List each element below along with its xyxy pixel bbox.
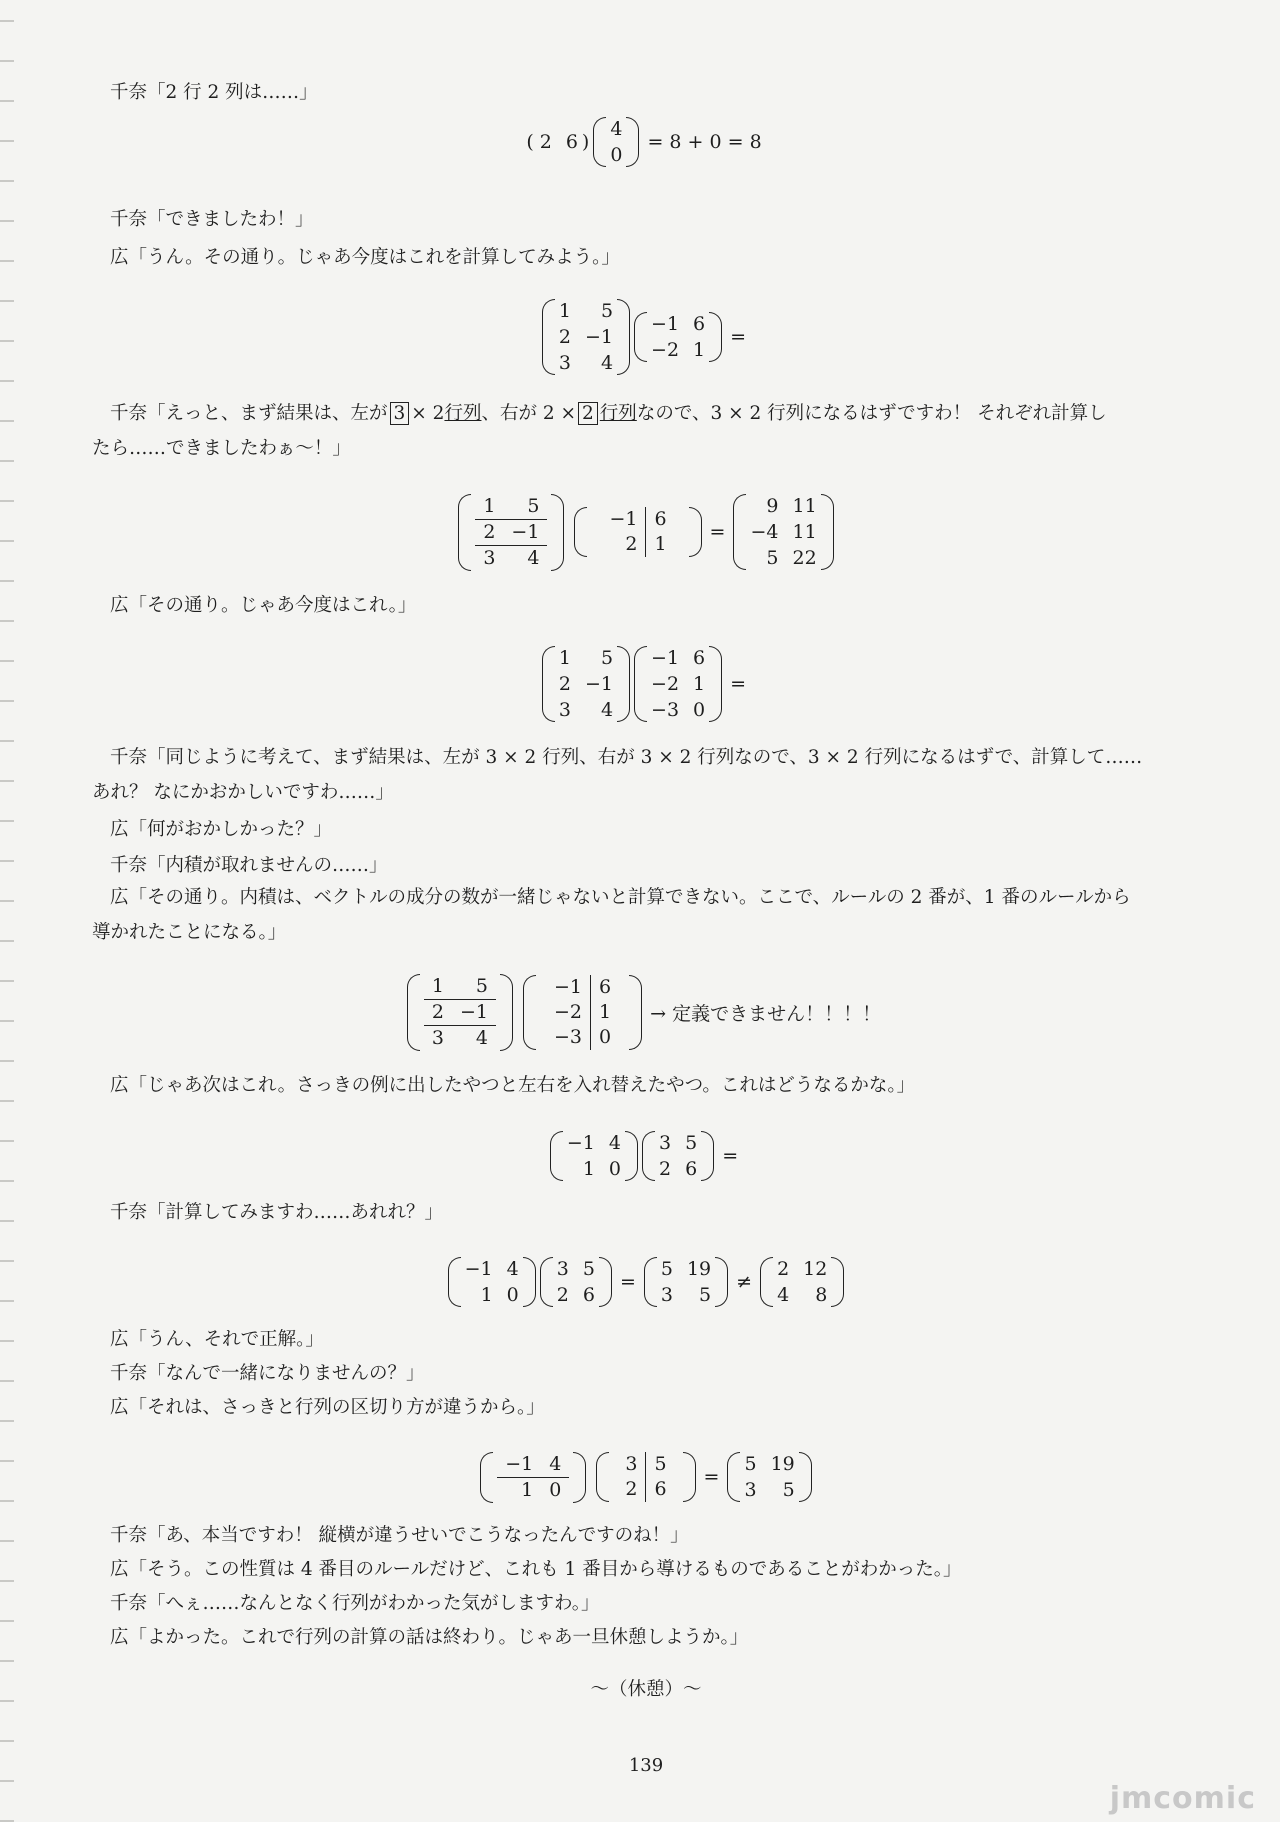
binding-holes bbox=[0, 0, 14, 1822]
equation-8: −1 4 1 0 3 5 2 6 = 5 19 3 5 bbox=[92, 1448, 1200, 1506]
dialogue-line: 広「その通り。内積は、ベクトルの成分の数が一緒じゃないと計算できない。ここで、ルールの 2 番が、1 番のルールから 導かれたことになる。」 bbox=[92, 887, 1131, 943]
dialogue-line: 千奈「なんで一緒になりませんの？」 bbox=[110, 1363, 425, 1384]
dialogue-line: 千奈「内積が取れませんの……」 bbox=[110, 855, 388, 876]
equation-3: 1 5 2 −1 3 4 −1 6 2 1 = 9 11 −4 11 5 22 bbox=[92, 490, 1200, 574]
dialogue-line: 千奈「計算してみますわ……あれれ？」 bbox=[110, 1202, 444, 1223]
section-break: 〜（休憩）〜 bbox=[590, 1679, 702, 1700]
dialogue-line: 千奈「2 行 2 列は……」 bbox=[110, 82, 318, 103]
equation-7: −1 4 1 0 3 5 2 6 = 5 19 3 5 ≠ 2 12 4 8 bbox=[92, 1254, 1200, 1310]
equation-1: ( 2 6 ) 4 0 = 8 + 0 = 8 bbox=[526, 118, 762, 166]
equation-6: −1 4 1 0 3 5 2 6 = bbox=[92, 1128, 1200, 1184]
dialogue-line: 千奈「同じように考えて、まず結果は、左が 3 × 2 行列、右が 3 × 2 行列なので、3 × 2 行列になるはずで、計算して…… あれ？ なにかおかしいですわ……」 bbox=[92, 747, 1143, 803]
dialogue-line: 千奈「あ、本当ですわ！ 縦横が違うせいでこうなったんですのね！」 bbox=[110, 1525, 689, 1546]
dialogue-line: 千奈「えっと、まず結果は、左が 3 × 2行列、右が 2 × 2 行列なので、3 × 2 行列になるはずですわ！ それぞれ計算し たら……できましたわぁ〜！」 bbox=[92, 403, 1107, 459]
watermark-logo: jmcomic bbox=[1109, 1781, 1256, 1816]
dialogue-line: 千奈「できましたわ！」 bbox=[110, 209, 314, 230]
dialogue-line: 広「よかった。これで行列の計算の話は終わり。じゃあ一旦休憩しようか。」 bbox=[110, 1627, 749, 1648]
dialogue-line: 広「その通り。じゃあ今度はこれ。」 bbox=[110, 595, 417, 616]
dialogue-line: 広「それは、さっきと行列の区切り方が違うから。」 bbox=[110, 1397, 545, 1418]
dialogue-line: 千奈「へぇ……なんとなく行列がわかった気がしますわ。」 bbox=[110, 1593, 600, 1614]
equation-5: 1 5 2 −1 3 4 −1 6 −2 1 −3 0 → 定義できません！！！！ bbox=[92, 968, 1200, 1056]
document-page bbox=[92, 0, 1200, 1822]
dialogue-line: 広「そう。この性質は 4 番目のルールだけど、これも 1 番目から導けるものであることがわかった。」 bbox=[110, 1559, 962, 1580]
dialogue-line: 広「じゃあ次はこれ。さっきの例に出したやつと左右を入れ替えたやつ。これはどうなるかな。」 bbox=[110, 1075, 916, 1096]
equation-4: 1 5 2 −1 3 4 −1 6 −2 1 −3 0 = bbox=[92, 644, 1200, 724]
page-number: 139 bbox=[628, 1755, 664, 1776]
dialogue-line: 広「何がおかしかった？」 bbox=[110, 819, 333, 840]
dialogue-line: 広「うん。その通り。じゃあ今度はこれを計算してみよう。」 bbox=[110, 247, 620, 268]
equation-2: 1 5 2 −1 3 4 −1 6 −2 1 = bbox=[92, 297, 1200, 377]
dialogue-line: 広「うん、それで正解。」 bbox=[110, 1329, 324, 1350]
